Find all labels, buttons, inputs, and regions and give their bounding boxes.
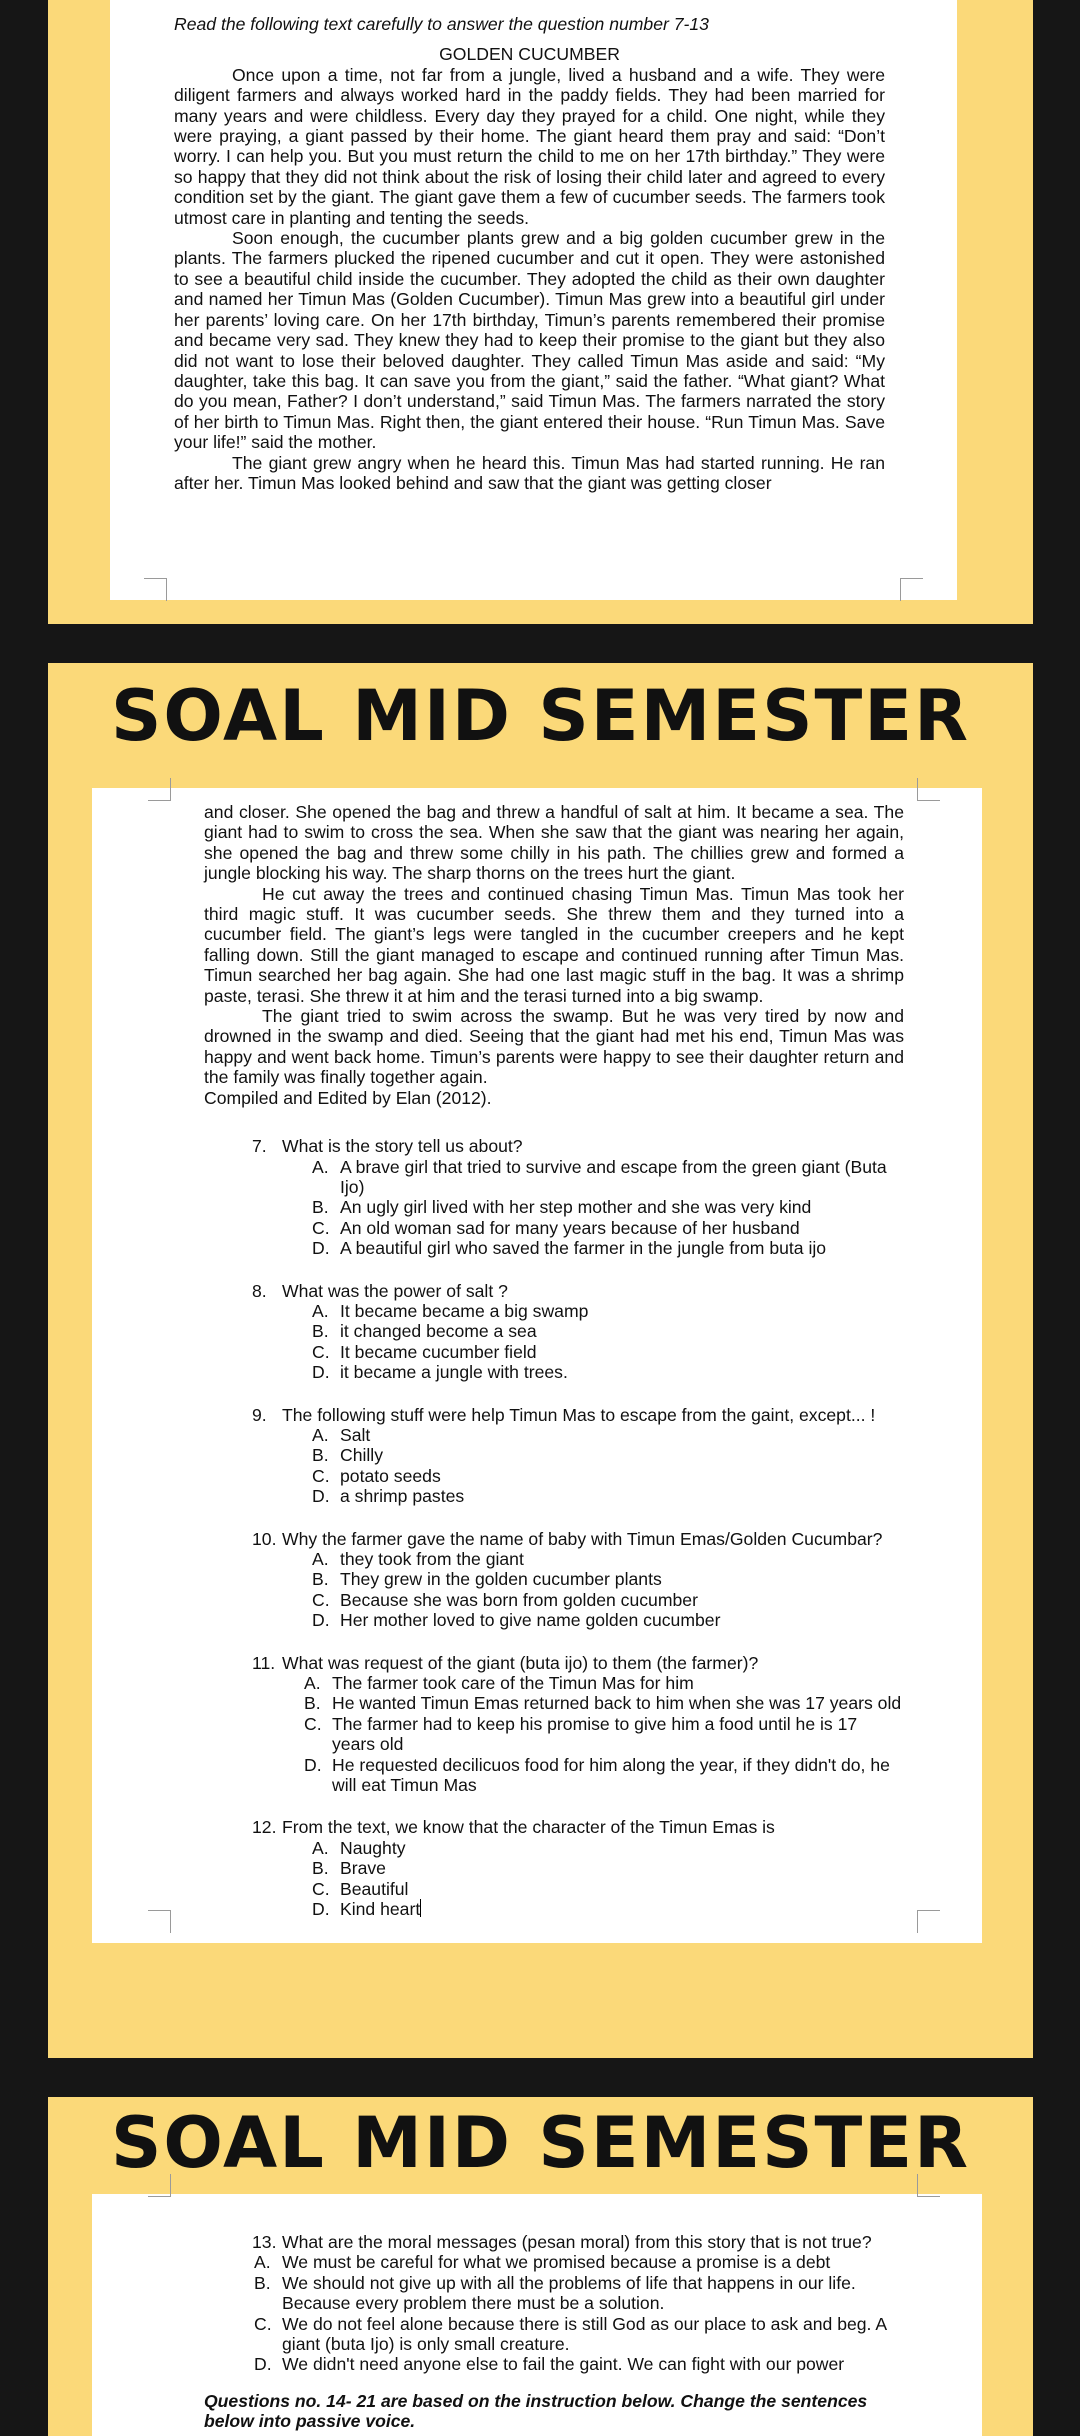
slide-2 xyxy=(48,663,1033,2058)
answer-option: C. The farmer had to keep his promise to give him a food until he is 17 years old xyxy=(304,1713,858,1755)
answer-option: A. The farmer took care of the Timun Mas for him xyxy=(304,1673,694,1694)
section-instruction: Questions no. 14- 21 are based on the instruction below. Change the sentences below into passive voice. xyxy=(204,2390,868,2432)
answer-option: D. it became a jungle with trees. xyxy=(312,1362,568,1383)
slide-1 xyxy=(48,0,1033,624)
slide-banner-title: SOAL MID SEMESTER xyxy=(111,2102,970,2184)
crop-mark xyxy=(148,1910,171,1933)
crop-mark xyxy=(900,578,923,601)
answer-option: C. Because she was born from golden cucumber xyxy=(312,1589,698,1610)
crop-mark xyxy=(148,778,171,801)
question-text: What is the story tell us about? xyxy=(282,1136,523,1157)
document-page-3 xyxy=(92,2194,982,2436)
question-number: 11. xyxy=(252,1652,276,1673)
crop-mark xyxy=(148,2174,171,2197)
reading-instruction: Read the following text carefully to answer the question number 7-13 xyxy=(174,14,709,34)
answer-option: A. they took from the giant xyxy=(312,1549,524,1569)
slide-3 xyxy=(48,2097,1033,2436)
question-number: 13. xyxy=(252,2232,277,2252)
crop-mark xyxy=(917,2174,940,2197)
answer-option: A. Salt xyxy=(312,1424,371,1445)
answer-option: B. Brave xyxy=(312,1858,386,1879)
crop-mark xyxy=(917,1910,940,1933)
answer-option: B. An ugly girl lived with her step mother and she was very kind xyxy=(312,1197,812,1218)
story-paragraph: The giant grew angry when he heard this. Timun Mas had started running. He ran after her. Timun Mas looked behind and saw that the giant was getting closer xyxy=(174,452,885,493)
question-text: Why the farmer gave the name of baby with Timun Emas/Golden Cucumbar? xyxy=(282,1528,883,1549)
question-item xyxy=(252,1817,904,1919)
question-item xyxy=(252,1281,904,1383)
answer-option: C. It became cucumber field xyxy=(312,1341,537,1362)
answer-option: C. potato seeds xyxy=(312,1465,441,1486)
question-text: From the text, we know that the character of the Timun Emas is xyxy=(282,1817,775,1838)
question-item xyxy=(252,1653,904,1796)
answer-option: D. A beautiful girl who saved the farmer in the jungle from buta ijo xyxy=(312,1238,827,1259)
question-text: What was request of the giant (buta ijo) to them (the farmer)? xyxy=(282,1652,759,1673)
question-text: The following stuff were help Timun Mas to escape from the gaint, except... ! xyxy=(282,1404,876,1425)
question-item xyxy=(252,2232,904,2375)
answer-option: A. We must be careful for what we promised because a promise is a debt xyxy=(254,2252,831,2273)
question-item xyxy=(252,1136,904,1258)
answer-option: C. An old woman sad for many years because of her husband xyxy=(312,1217,800,1238)
story-paragraph: Soon enough, the cucumber plants grew and a big golden cucumber grew in the plants. The farmers plucked the ripened cucumber and cut it open. They were astonished to see a beautiful child inside the cucumber. They adopted the child as their own daughter and named her Timun Mas (Golden Cucumber). Timun Mas grew into a beautiful girl under her parents’ loving care. On her 17th birthday, Timun’s parents remembered their promise and became very sad. They knew they had to keep their promise to the giant but they also did not want to lose their beloved daughter. They called Timun Mas aside and said: “My daughter, take this bag. It can save you from the giant,” said the father. “What giant? What do you mean, Father? I don’t understand,” said Timun Mas. The farmers narrated the story of her birth to Timun Mas. Right then, the giant entered their house. “Run Timun Mas. Save your life!” said the mother. xyxy=(174,228,885,453)
answer-option: D. We didn't need anyone else to fail the gaint. We can fight with our power xyxy=(254,2354,845,2375)
answer-option: C. Beautiful xyxy=(312,1878,409,1899)
story-paragraph: Once upon a time, not far from a jungle, lived a husband and a wife. They were diligent farmers and always worked hard in the paddy fields. They had been married for many years and were childless. Every day they prayed for a child. One night, while they were praying, a giant passed by their home. The giant heard them pray and said: “Don’t worry. I can help you. But you must return the child to me on her 17th birthday.” They were so happy that they did not think about the risk of losing their child later and agreed to every condition set by the giant. The giant gave them a few of cucumber seeds. The farmers took utmost care in planting and tenting the seeds. xyxy=(174,64,885,228)
answer-option: A. Naughty xyxy=(312,1837,406,1858)
answer-option: B. He wanted Timun Emas returned back to him when she was 17 years old xyxy=(304,1693,902,1714)
answer-option: A. A brave girl that tried to survive and escape from the green giant (Buta Ijo) xyxy=(312,1156,887,1197)
answer-option: D. Her mother loved to give name golden cucumber xyxy=(312,1610,721,1631)
answer-option: A. It became became a big swamp xyxy=(312,1300,589,1321)
answer-option: D. a shrimp pastes xyxy=(312,1486,465,1507)
text-cursor xyxy=(420,1899,421,1917)
story-paragraph: He cut away the trees and continued chasing Timun Mas. Timun Mas took her third magic stuff. It was cucumber seeds. She threw them and they turned into a cucumber field. The giant’s legs were tangled in the cucumber creepers and he kept falling down. Still the giant managed to escape and continued running after Timun Mas. Timun searched her bag again. She had one last magic stuff in the bag. It was a shrimp paste, terasi. She threw it at him and the terasi turned into a big swamp. xyxy=(204,883,904,1006)
answer-option: B. it changed become a sea xyxy=(312,1321,537,1342)
answer-option: B. We should not give up with all the problems of life that happens in our life. Because every problem there must be a solution. xyxy=(254,2272,856,2314)
answer-option: D. He requested decilicuos food for him along the year, if they didn't do, he will eat Timun Mas xyxy=(304,1754,890,1796)
question-number: 9. xyxy=(252,1404,267,1425)
crop-mark xyxy=(144,578,167,601)
question-number: 12. xyxy=(252,1817,277,1838)
answer-option: B. They grew in the golden cucumber plants xyxy=(312,1569,662,1590)
question-list xyxy=(252,1136,904,1919)
question-number: 8. xyxy=(252,1280,267,1301)
story-paragraph: and closer. She opened the bag and threw a handful of salt at him. It became a sea. The giant had to swim to cross the sea. When she saw that the giant was nearing her again, she opened the bag and threw some chilly in his path. The chillies grew and formed a jungle blocking his way. The sharp thorns on the trees hurt the giant. xyxy=(204,802,904,884)
document-page-1 xyxy=(110,0,957,600)
question-item xyxy=(252,1529,904,1631)
slide-banner-title: SOAL MID SEMESTER xyxy=(111,675,970,757)
story-title: GOLDEN CUCUMBER xyxy=(439,44,620,65)
question-text: What was the power of salt ? xyxy=(282,1280,508,1301)
story-credit: Compiled and Edited by Elan (2012). xyxy=(204,1087,492,1108)
crop-mark xyxy=(917,778,940,801)
answer-option: D. Kind heart xyxy=(312,1899,421,1920)
question-number: 10. xyxy=(252,1528,277,1549)
question-number: 7. xyxy=(252,1136,267,1157)
answer-option: B. Chilly xyxy=(312,1445,384,1466)
question-text: What are the moral messages (pesan moral) from this story that is not true? xyxy=(282,2232,872,2252)
question-item xyxy=(252,1405,904,1507)
story-paragraph: The giant tried to swim across the swamp. But he was very tired by now and drowned in the swamp and died. Seeing that the giant had met his end, Timun Mas was happy and went back home. Timun’s parents were happy to see their daughter return and the family was finally together again. xyxy=(204,1006,904,1088)
document-page-2 xyxy=(92,788,982,1943)
answer-option: C. We do not feel alone because there is still God as our place to ask and beg. A giant (buta Ijo) is only small creature. xyxy=(254,2313,887,2355)
